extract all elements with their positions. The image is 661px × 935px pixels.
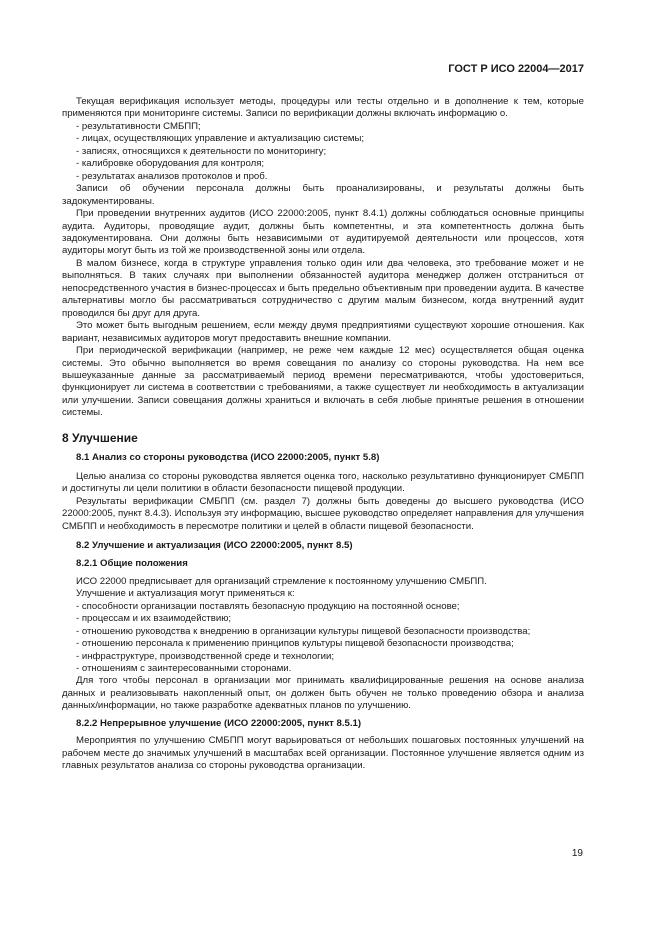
- document-standard-code: ГОСТ Р ИСО 22004—2017: [448, 63, 584, 75]
- list-item: - отношению персонала к применению принципов культуры пищевой безопасности производства;: [76, 638, 514, 650]
- paragraph: Это может быть выгодным решением, если между двумя предприятиями существуют хорошие отношения. Как вариант, независимых аудиторов могут предоставить внешние компании.: [62, 320, 584, 344]
- list-item: - лицах, осуществляющих управление и актуализацию системы;: [76, 133, 365, 145]
- list-item: - инфраструктуре, производственной среде и технологии;: [76, 650, 335, 662]
- paragraph: Результаты верификации СМБПП (см. раздел 7) должны быть доведены до высшего руководства (ИСО 22000:2005, пункт 8.4.3). Используя эту информацию, высшее руководство определяет направления для улучшения СМБПП и необходимость в пересмотре политики и целей в области пищевой безопасности.: [62, 495, 584, 532]
- list-item: - отношению руководства к внедрению в организации культуры пищевой безопасности производства;: [76, 625, 531, 637]
- list-item: - процессам и их взаимодействию;: [76, 613, 232, 625]
- list-item: - результативности СМБПП;: [76, 120, 201, 132]
- section-heading: 8 Улучшение: [62, 430, 138, 445]
- subsubsection-heading: 8.2.2 Непрерывное улучшение (ИСО 22000:2005, пункт 8.5.1): [76, 717, 362, 729]
- paragraph: ИСО 22000 предписывает для организаций стремление к постоянному улучшению СМБПП.: [76, 575, 487, 587]
- paragraph: При периодической верификации (например, не реже чем каждые 12 мес) осуществляется общая оценка системы. Это обычно выполняется во время совещания по анализу со стороны руководства. На нем все вышеуказанные данные за рассматриваемый период времени пересматриваются, чтобы удостовериться, функционирует ли система в соответствии с требованиями, а также существует ли необходимость в актуализации или улучшении. Записи совещания должны храниться и включать в себя любые принятые решения в отношении системы.: [62, 345, 584, 419]
- paragraph: Улучшение и актуализация могут применяться к:: [76, 588, 295, 600]
- paragraph: Мероприятия по улучшению СМБПП могут варьироваться от небольших пошаговых постоянных улучшений на рабочем месте до значимых улучшений в масштабах всей организации. Постоянное улучшение является одним из главных результатов анализа со стороны руководства организации.: [62, 735, 584, 772]
- document-body: [62, 96, 584, 773]
- subsection-heading: 8.2 Улучшение и актуализация (ИСО 22000:2005, пункт 8.5): [76, 539, 353, 551]
- subsubsection-heading: 8.2.1 Общие положения: [76, 558, 188, 570]
- list-item: - отношениям с заинтересованными сторонами.: [76, 663, 292, 675]
- page-number: 19: [571, 848, 583, 859]
- paragraph: В малом бизнесе, когда в структуре управления только один или два человека, это требование может и не выполняться. В таких случаях при выполнении обязанностей аудитора менеджер должен отстраниться от непосредственного участия в бизнес-процессах и быть предельно объективным при проведении аудита. В качестве альтернативы могло бы рассматриваться сотрудничество с другим малым бизнесом, когда внутренний аудит проводился бы друг для друга.: [62, 257, 584, 319]
- list-item: - калибровке оборудования для контроля;: [76, 158, 265, 170]
- paragraph: Текущая верификация использует методы, процедуры или тесты отдельно и в дополнение к тем, которые применяются при мониторинге системы. Записи по верификации должны включать информацию о.: [62, 96, 584, 120]
- list-item: - результатах анализов протоколов и проб.: [76, 170, 268, 182]
- list-item: - записях, относящихся к деятельности по мониторингу;: [76, 145, 327, 157]
- paragraph: Записи об обучении персонала должны быть проанализированы, и результаты должны быть задокументированы.: [62, 183, 584, 207]
- paragraph: Для того чтобы персонал в организации мог принимать квалифицированные решения на основе анализа данных и реализовывать накопленный опыт, он должен быть обучен не только проведению обзора и анализа данных/информации, но также разработке адекватных планов по улучшению.: [62, 675, 584, 712]
- list-item: - способности организации поставлять безопасную продукцию на постоянной основе;: [76, 600, 460, 612]
- paragraph: Целью анализа со стороны руководства является оценка того, насколько результативно функционирует СМБПП и достигнуты ли цели политики в области безопасности пищевой продукции.: [62, 470, 584, 495]
- subsection-heading: 8.1 Анализ со стороны руководства (ИСО 22000:2005, пункт 5.8): [76, 452, 380, 464]
- paragraph: При проведении внутренних аудитов (ИСО 22000:2005, пункт 8.4.1) должны соблюдаться основные принципы аудита. Аудиторы, проводящие аудит, должны быть компетентны, и эта компетентность должна быть задокументирована. Они должны быть независимыми от аудитируемой деятельности или процессов, хотя аудиторы могут быть из той же производственной зоны или отдела.: [62, 208, 584, 257]
